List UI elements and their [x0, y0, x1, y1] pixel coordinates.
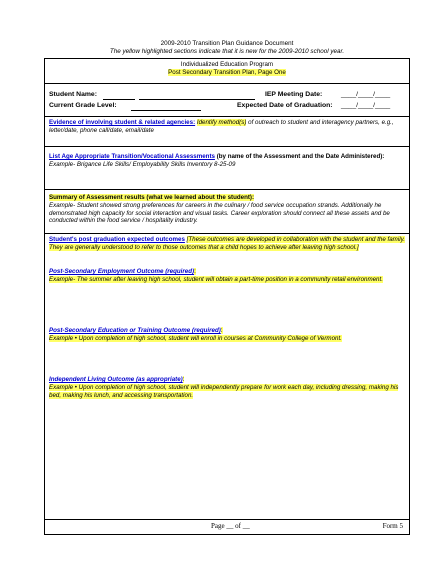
graduation-date-label: Expected Date of Graduation:: [237, 102, 333, 109]
assessments-section: [45, 146, 409, 190]
assessments-tail: (by name of the Assessment and the Date Administered):: [216, 153, 385, 160]
education-body: Example • Upon completion of high school, student will enroll in courses at Community College of Vermont.: [49, 334, 342, 342]
student-first-line[interactable]: [103, 99, 135, 100]
education-title: Post-Secondary Education or Training Outcome (required): [49, 327, 221, 334]
iep-meeting-date-label: IEP Meeting Date:: [265, 91, 323, 98]
form-frame: [44, 58, 410, 535]
current-grade-line[interactable]: [131, 110, 201, 111]
page-number: Page __ of __: [211, 522, 250, 530]
living-title: Independent Living Outcome (as appropriate): [49, 376, 183, 383]
current-grade-label: Current Grade Level:: [49, 102, 117, 109]
outcomes-section: Student's post graduation expected outcomes [These outcomes are developed in collaboration with the student and the family. They are generally understood to refer to those outcomes that a child hopes to achieve after leaving high school.] Post-Secondary Employment Outcome (required): Example- The summer after leaving high school, student will obtain a part-time position in a community retail environment. Post-Secondary Education or Training Outcome (required): Example • Upon completion of high school, student will enroll in courses at Community College of Vermont. Independent Living Outcome (as appropriate): Example • Upon completion of high school, student will independently prepare for work each day, including dressing, making his bed, making his lunch, and accessing transportation.: [49, 236, 405, 399]
employment-body: Example- The summer after leaving high school, student will obtain a part-time position in a community retail environment.: [49, 275, 383, 283]
iep-title: Individualized Education Program: [180, 61, 274, 68]
evidence-section: [45, 116, 409, 147]
iep-subtitle: Post Secondary Transition Plan, Page One: [168, 69, 286, 76]
graduation-date-input[interactable]: ____/____/____: [341, 102, 391, 109]
form-number: Form 5: [382, 522, 403, 530]
summary-section: [45, 189, 409, 234]
outcomes-body: [These outcomes are developed in collaboration with the student and the family. They are generally understood to refer to those outcomes that a child hopes to achieve after leaving high school.]: [49, 236, 405, 251]
summary-body: Example- Student showed strong preferences for careers in the culinary / food service occupation strands. Additionally he demonstrated high capacity for social interaction and visual tasks. Career exploration should connect all these assets and be conducted within the food service / hospitality industry.: [49, 201, 390, 225]
assessments-example: Example- Brigance Life Skills/ Employability Skills Inventory 8-25-09: [49, 160, 236, 168]
evidence-title-tail: Identify method(s): [196, 119, 247, 126]
student-name-label: Student Name:: [49, 91, 97, 98]
student-name-line[interactable]: [139, 99, 255, 100]
iep-meeting-date-input[interactable]: ____/____/____: [341, 91, 391, 98]
student-info-row: [45, 84, 409, 117]
evidence-title: Evidence of involving student & related agencies:: [49, 119, 196, 126]
form-footer: [45, 519, 409, 534]
iep-header: [45, 59, 409, 84]
document-header: [44, 40, 410, 56]
living-body: Example • Upon completion of high school, student will independently prepare for work each day, including dressing, making his bed, making his lunch, and accessing transportation.: [49, 383, 399, 399]
summary-title: Summary of Assessment results (what we learned about the student):: [49, 194, 255, 201]
outcomes-title: Student's post graduation expected outcomes: [49, 236, 185, 243]
assessments-title: List Age Appropriate Transition/Vocational Assessments: [49, 153, 215, 160]
employment-title: Post-Secondary Employment Outcome (required): [49, 268, 195, 275]
evidence-body: of outreach to student and interagency partners, e.g., letter/date, phone call/date, email/date: [49, 119, 394, 134]
header-note: The yellow highlighted sections indicate that it is new for the 2009-2010 school year.: [109, 48, 345, 55]
header-title: 2009-2010 Transition Plan Guidance Document: [160, 40, 294, 47]
